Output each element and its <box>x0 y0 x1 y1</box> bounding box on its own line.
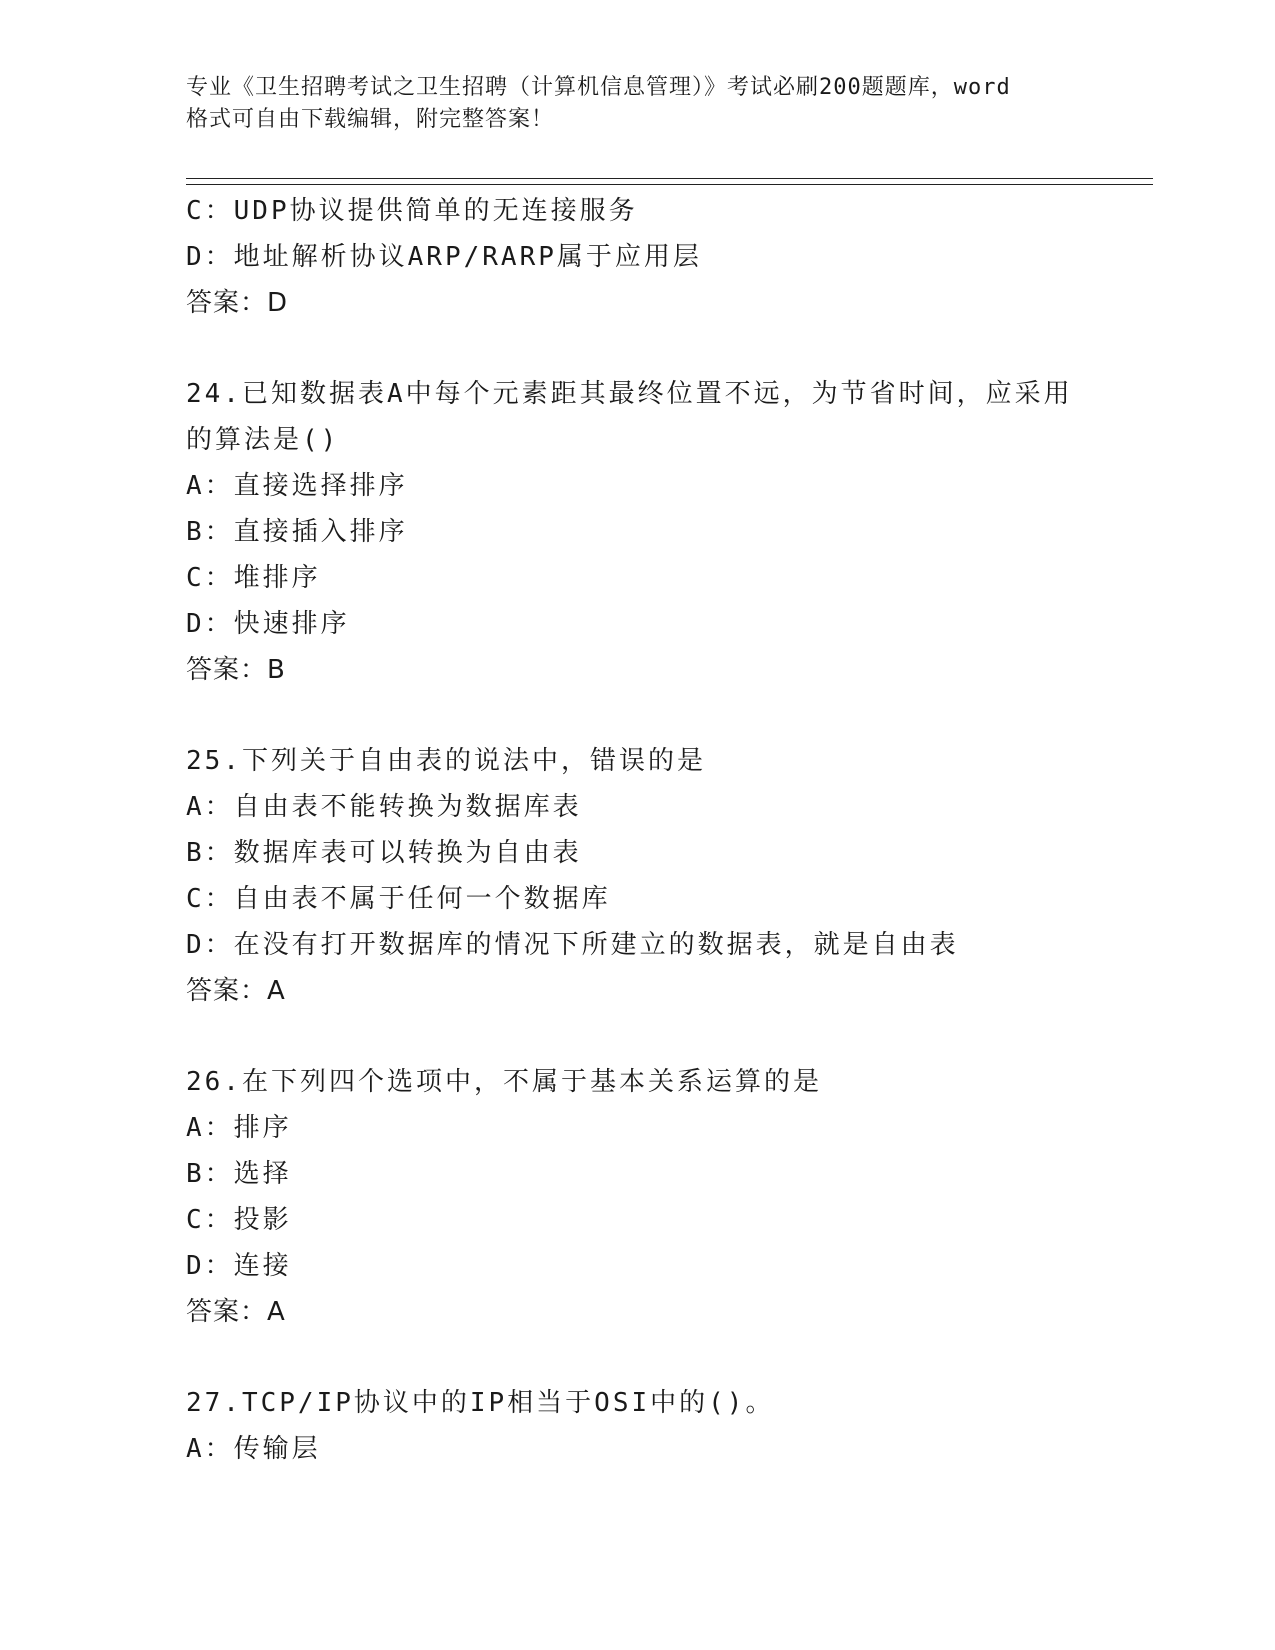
option-b: B：数据库表可以转换为自由表 <box>186 838 582 868</box>
option-a: A：直接选择排序 <box>186 471 408 501</box>
option-d: D：地址解析协议ARP/RARP属于应用层 <box>186 242 702 272</box>
header-line-2: 格式可自由下载编辑，附完整答案！ <box>186 107 555 132</box>
option-c: C：UDP协议提供简单的无连接服务 <box>186 196 638 226</box>
question-26 <box>186 1059 1146 1335</box>
question-stem: 24.已知数据表A中每个元素距其最终位置不远，为节省时间，应采用 <box>186 379 1073 409</box>
spacer <box>186 693 1146 738</box>
header-divider-bottom <box>186 184 1153 185</box>
question-23-continuation <box>186 188 1146 326</box>
option-a: A：自由表不能转换为数据库表 <box>186 792 582 822</box>
question-stem: 25.下列关于自由表的说法中，错误的是 <box>186 746 706 776</box>
question-24 <box>186 371 1146 693</box>
question-content <box>186 188 1146 1472</box>
answer-line: 答案：B <box>186 655 286 685</box>
option-d: D：快速排序 <box>186 609 350 639</box>
option-d: D：在没有打开数据库的情况下所建立的数据表，就是自由表 <box>186 930 959 960</box>
option-b: B：选择 <box>186 1159 292 1189</box>
option-d: D：连接 <box>186 1251 292 1281</box>
spacer <box>186 1014 1146 1059</box>
question-stem-continued: 的算法是() <box>186 425 340 455</box>
question-25 <box>186 738 1146 1014</box>
option-c: C：自由表不属于任何一个数据库 <box>186 884 611 914</box>
answer-line: 答案：A <box>186 976 286 1006</box>
option-a: A：排序 <box>186 1113 292 1143</box>
option-a: A：传输层 <box>186 1434 321 1464</box>
question-stem: 27.TCP/IP协议中的IP相当于OSI中的()。 <box>186 1388 775 1418</box>
option-c: C：投影 <box>186 1205 292 1235</box>
document-header <box>186 72 1086 136</box>
spacer <box>186 1335 1146 1380</box>
answer-line: 答案：D <box>186 288 289 318</box>
spacer <box>186 326 1146 371</box>
header-line-1: 专业《卫生招聘考试之卫生招聘（计算机信息管理）》考试必刷200题题库，word <box>186 75 1011 100</box>
option-b: B：直接插入排序 <box>186 517 408 547</box>
option-c: C：堆排序 <box>186 563 321 593</box>
header-divider-top <box>186 178 1153 179</box>
answer-line: 答案：A <box>186 1297 286 1327</box>
question-stem: 26.在下列四个选项中，不属于基本关系运算的是 <box>186 1067 822 1097</box>
question-27 <box>186 1380 1146 1472</box>
